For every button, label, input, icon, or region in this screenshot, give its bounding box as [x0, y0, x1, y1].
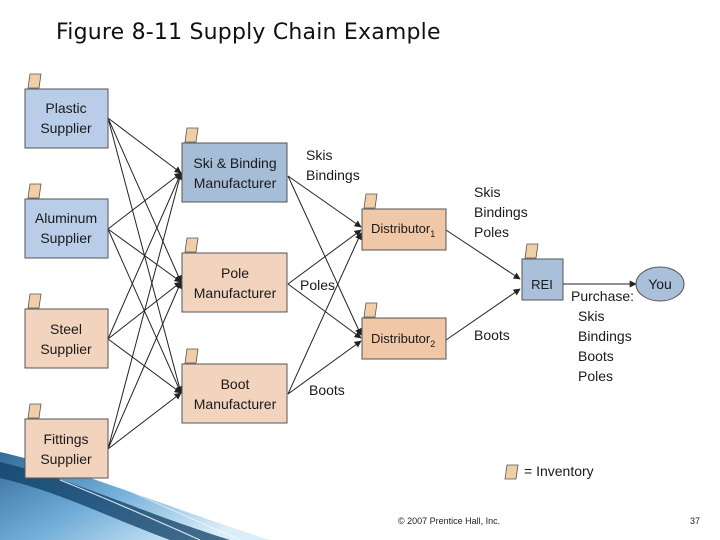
inventory-icon	[28, 184, 41, 198]
copyright-text: © 2007 Prentice Hall, Inc.	[398, 516, 501, 526]
manufacturer-box-pole	[182, 253, 287, 312]
supplier-box-fittings	[25, 419, 108, 478]
supplier-label: Supplier	[40, 451, 92, 467]
slide-title: Figure 8-11 Supply Chain Example	[56, 20, 441, 45]
customer-label: You	[648, 276, 672, 292]
manufacturer-label: Ski & Binding	[193, 155, 277, 171]
purchase-item: Skis	[578, 308, 605, 324]
supplier-label: Supplier	[40, 120, 92, 136]
inventory-icon	[185, 128, 198, 142]
supplier-label: Plastic	[45, 100, 87, 116]
distributor-subscript: 2	[430, 339, 436, 349]
supplier-box-steel	[25, 309, 108, 368]
product-label: Bindings	[306, 167, 360, 183]
distributor-subscript: 1	[430, 229, 436, 239]
retailer-label: REI	[531, 277, 553, 292]
purchase-item: Poles	[578, 368, 614, 384]
supplier-label: Steel	[50, 321, 82, 337]
distributor-product: Boots	[474, 327, 510, 343]
distributor-label: Distributor$_2$	[371, 331, 436, 349]
manufacturer-label: Manufacturer	[193, 175, 277, 191]
inventory-icon	[185, 238, 198, 252]
product-label: Boots	[309, 382, 345, 398]
distributor-product: Skis	[474, 184, 501, 200]
supplier-label: Fittings	[43, 431, 89, 447]
supplier-box-plastic	[25, 89, 108, 148]
supplier-label: Supplier	[40, 230, 92, 246]
inventory-icon	[525, 244, 538, 258]
product-label: Skis	[306, 147, 333, 163]
inventory-icon	[28, 74, 41, 88]
inventory-icon	[364, 194, 377, 208]
purchase-item: Bindings	[578, 328, 632, 344]
inventory-icon	[28, 294, 41, 308]
supplier-box-aluminum	[25, 199, 108, 258]
supplier-label: Supplier	[40, 341, 92, 357]
supplier-boxes	[25, 89, 108, 478]
supplier-label: Aluminum	[34, 210, 98, 226]
inventory-icon	[505, 465, 518, 479]
distributor-label: Distributor$_1$	[371, 221, 436, 239]
manufacturer-box-boot	[182, 364, 287, 423]
inventory-legend	[505, 463, 594, 479]
manufacturer-label: Manufacturer	[193, 285, 277, 301]
manufacturer-label: Boot	[220, 376, 250, 392]
inventory-icon	[364, 303, 377, 317]
inventory-icon	[28, 404, 41, 418]
distributor-product: Bindings	[474, 204, 528, 220]
inventory-icon	[185, 349, 198, 363]
manufacturer-label: Pole	[220, 265, 250, 281]
manufacturer-label: Manufacturer	[193, 396, 277, 412]
manufacturer-box-ski	[182, 143, 287, 202]
page-number: 37	[690, 516, 701, 526]
purchase-item: Boots	[578, 348, 614, 364]
purchase-heading: Purchase:	[571, 288, 635, 304]
product-label: Poles	[300, 277, 336, 293]
legend-label: = Inventory	[524, 463, 594, 479]
distributor-product: Poles	[474, 224, 510, 240]
